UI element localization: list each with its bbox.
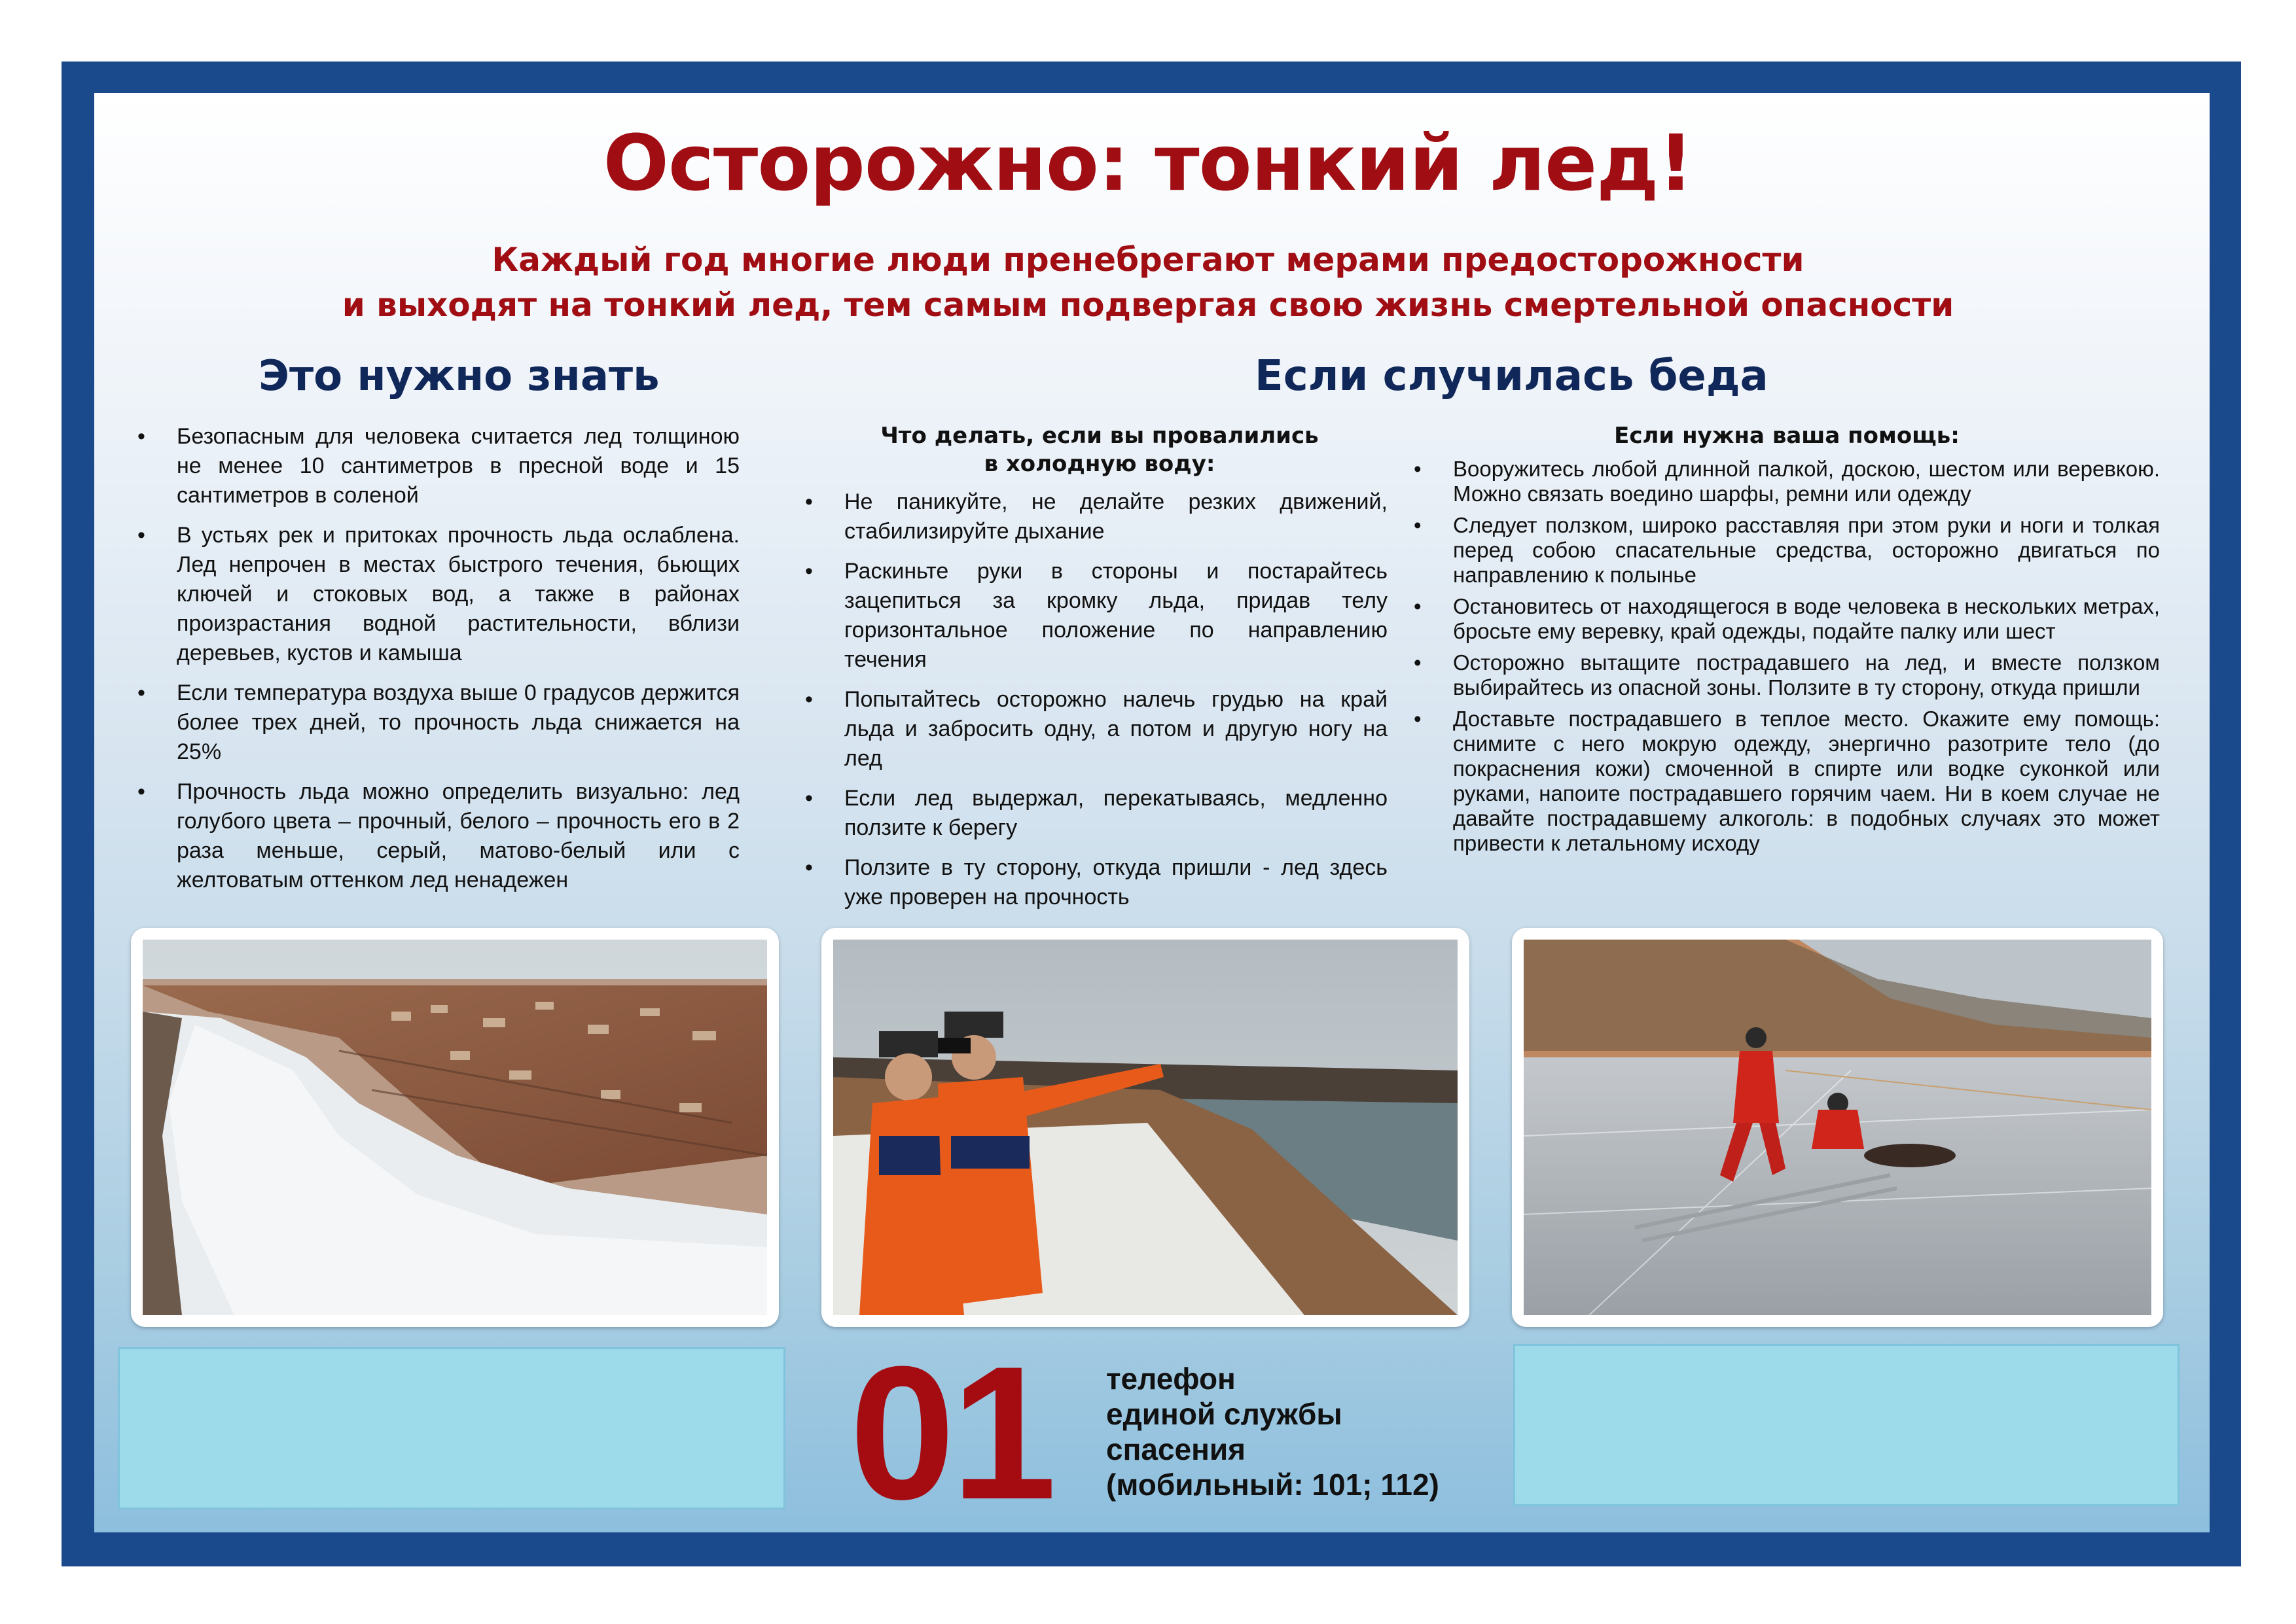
list-item: • Не паникуйте, не делайте резких движений, стабилизируйте дыхание [805,489,1388,544]
emergency-number: 01 [850,1327,1053,1539]
list-item: • В устьях рек и притоках прочность льда ослаблена. Лед непрочен в местах быстрого течения, бьющих ключей и стоковых вод, а также в районах произрастания водной растительности, вблизи деревьев, кустов и камыша [137,523,740,665]
emergency-phone-caption: телефон единой службы спасения (мобильный: 101; 112) [1106,1362,1439,1502]
info-box-right [1513,1344,2179,1506]
list-item: • Если температура воздуха выше 0 градусов держится более трех дней, то прочность льда снижается на 25% [137,680,740,764]
help-list [1414,457,2160,862]
knowledge-list [137,422,740,906]
list-item: • Остановитесь от находящегося в воде человека в нескольких метрах, бросьте ему веревку, край одежды, подайте палку или шест [1414,594,2160,643]
subtitle-line-2: и выходят на тонкий лед, тем самым подвергая свою жизнь смертельной опасности [342,286,1954,324]
fell-through-heading: Что делать, если вы провалились в холодную воду: [880,423,1319,477]
list-item: • Попытайтесь осторожно налечь грудью на край льда и забросить одну, а потом и другую ногу на лед [805,687,1388,771]
help-heading: Если нужна ваша помощь: [1614,423,1960,449]
list-item: • Безопасным для человека считается лед толщиною не менее 10 сантиметров в пресной воде и 15 сантиметров в соленой [137,424,740,508]
frozen-river-image [143,940,767,1315]
list-item: • Ползите в ту сторону, откуда пришли - лед здесь уже проверен на прочность [805,855,1388,909]
list-item: • Если лед выдержал, перекатываясь, медленно ползите к берегу [805,786,1388,840]
photo-frozen-river [131,928,779,1327]
rescuers-image [833,940,1458,1315]
list-item: • Следует ползком, широко расставляя при этом руки и ноги и толкая перед собою спасательные средства, осторожно двигаться по направлению к полынье [1414,513,2160,587]
list-item: • Вооружитесь любой длинной палкой, доскою, шестом или веревкою. Можно связать воедино шарфы, ремни или одежду [1414,457,2160,506]
list-item: • Доставьте пострадавшего в теплое место. Окажите ему помощь: снимите с него мокрую одежду, энергично разотрите тело (до покраснения кожи) смоченной в спирте или водке суконкой или руками, напоите пострадавшего горячим чаем. Ни в коем случае не давайте пострадавшему алкоголь: в подобных случаях это может привести к летальному исходу [1414,707,2160,855]
fell-through-list [805,487,1388,923]
photo-rescuers-observing [821,928,1469,1327]
list-item: • Осторожно вытащите пострадавшего на лед, и вместе ползком выбирайтесь из опасной зоны. Ползите в ту сторону, откуда пришли [1414,650,2160,699]
subtitle-line-1: Каждый год многие люди пренебрегают мерами предосторожности [492,241,1804,279]
poster-title: Осторожно: тонкий лед! [603,118,1693,208]
photo-ice-rescue [1512,928,2163,1327]
list-item: • Прочность льда можно определить визуально: лед голубого цвета – прочный, белого – прочность его в 2 раза меньше, серый, матово-белый или с желтоватым оттенком лед ненадежен [137,779,740,892]
section-heading-trouble: Если случилась беда [1255,352,1768,400]
list-item: • Раскиньте руки в стороны и постарайтесь зацепиться за кромку льда, придав телу горизонтальное положение по направлению течения [805,559,1388,672]
ice-rescue-image [1524,940,2151,1315]
info-box-left [118,1347,785,1509]
section-heading-know: Это нужно знать [259,352,660,400]
